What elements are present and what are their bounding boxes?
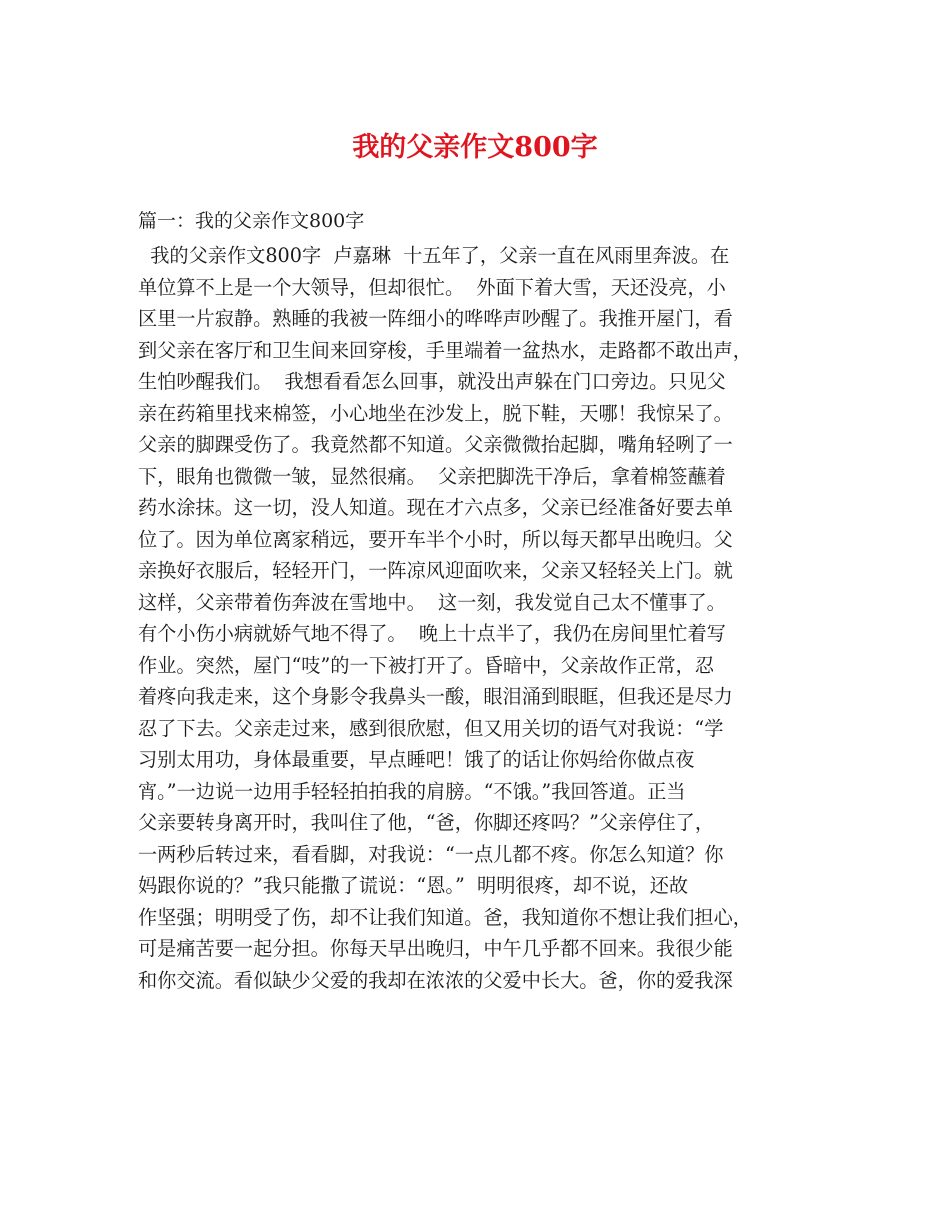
document-title: 我的父亲作文800字 xyxy=(352,132,598,163)
essay-line: 亲在药箱里找来棉签，小心地坐在沙发上，脱下鞋，天哪！我惊呆了。 xyxy=(138,401,733,425)
essay-line: 区里一片寂静。熟睡的我被一阵细小的哗哗声吵醒了。我推开屋门，看 xyxy=(138,307,733,330)
essay-line: 和你交流。看似缺少父爱的我却在浓浓的父爱中长大。爸，你的爱我深 xyxy=(138,968,733,992)
essay-line: 妈跟你说的？”我只能撒了谎说：“恩。” 明明很疼，却不说，还故 xyxy=(138,874,689,897)
essay-line: 作坚强；明明受了伤，却不让我们知道。爸，我知道你不想让我们担心， xyxy=(138,905,752,929)
essay-line: 宵。”一边说一边用手轻轻拍拍我的肩膀。“不饿。”我回答道。正当 xyxy=(138,779,686,803)
essay-line: 有个小伤小病就娇气地不得了。 晚上十点半了，我仍在房间里忙着写 xyxy=(138,622,726,645)
essay-line: 药水涂抹。这一切，没人知道。现在才六点多，父亲已经准备好要去单 xyxy=(138,496,733,519)
essay-line: 作业。突然，屋门“吱”的一下被打开了。昏暗中，父亲故作正常，忍 xyxy=(138,653,715,677)
section-heading: 篇一：我的父亲作文800字 xyxy=(138,210,365,232)
essay-line: 单位算不上是一个大领导，但却很忙。 外面下着大雪，天还没亮，小 xyxy=(138,275,726,299)
essay-line: 这样，父亲带着伤奔波在雪地中。 这一刻，我发觉自己太不懂事了。 xyxy=(138,590,726,614)
essay-line: 忍了下去。父亲走过来，感到很欣慰，但又用关切的语气对我说：“学 xyxy=(138,716,724,740)
essay-line: 到父亲在客厅和卫生间来回穿梭，手里端着一盆热水，走路都不敢出声， xyxy=(138,338,752,362)
essay-line: 位了。因为单位离家稍远，要开车半个小时，所以每天都早出晚归。父 xyxy=(138,527,733,551)
essay-line: 父亲要转身离开时，我叫住了他，“爸，你脚还疼吗？”父亲停住了， xyxy=(138,811,715,834)
essay-line: 一两秒后转过来，看看脚，对我说：“一点儿都不疼。你怎么知道？你 xyxy=(138,842,724,866)
essay-line: 着疼向我走来，这个身影令我鼻头一酸，眼泪涌到眼眶，但我还是尽力 xyxy=(138,685,733,708)
essay-body xyxy=(138,240,818,996)
essay-line: 下，眼角也微微一皱，显然很痛。 父亲把脚洗干净后，拿着棉签蘸着 xyxy=(138,464,726,488)
essay-line: 我的父亲作文800字 卢嘉琳 十五年了，父亲一直在风雨里奔波。在 xyxy=(138,244,730,267)
essay-line: 亲换好衣服后，轻轻开门，一阵凉风迎面吹来，父亲又轻轻关上门。就 xyxy=(138,559,733,582)
essay-line: 可是痛苦要一起分担。你每天早出晚归，中午几乎都不回来。我很少能 xyxy=(138,937,733,960)
essay-line: 生怕吵醒我们。 我想看看怎么回事，就没出声躲在门口旁边。只见父 xyxy=(138,370,726,393)
essay-line: 习别太用功，身体最重要，早点睡吧！饿了的话让你妈给你做点夜 xyxy=(138,748,695,771)
essay-line: 父亲的脚踝受伤了。我竟然都不知道。父亲微微抬起脚，嘴角轻咧了一 xyxy=(138,433,733,456)
